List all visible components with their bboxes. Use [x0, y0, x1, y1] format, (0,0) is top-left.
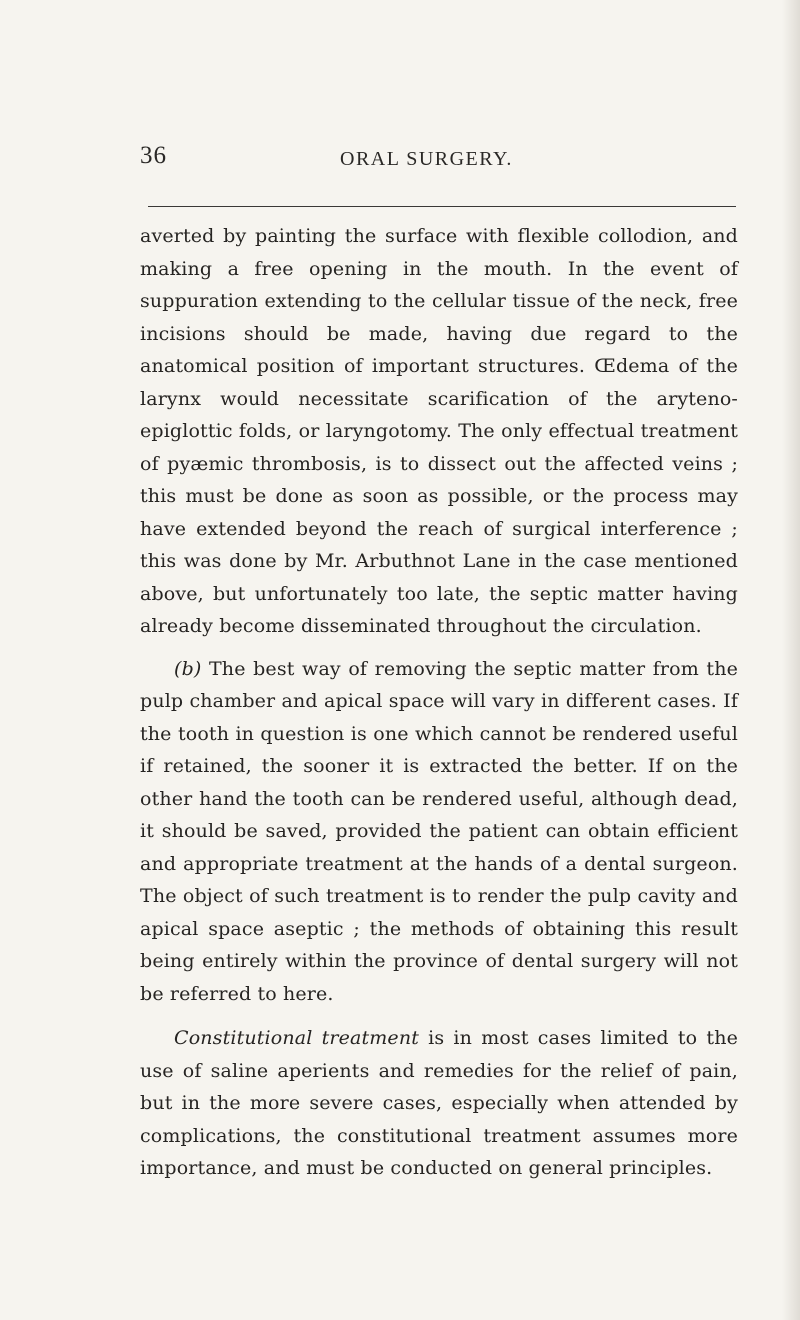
- body-text: [140, 220, 738, 1185]
- page-number: 36: [140, 142, 167, 169]
- running-title: ORAL SURGERY.: [340, 148, 513, 170]
- paragraph-constitutional: [140, 1022, 738, 1185]
- paragraph-b: [140, 653, 738, 1011]
- paragraph-continued: [140, 220, 738, 643]
- paragraph-1-text: averted by painting the surface with flexible collodion, and making a free opening in the mouth. In the event of suppuration extending to the cellular tissue of the neck, free incisions should be made, having due regard to the anatomical position of important structures. Œdema of the larynx would necessitate scarification of the aryteno-epiglottic folds, or laryngotomy. The only effectual treatment of pyæmic thrombosis, is to dissect out the affected veins ; this must be done as soon as possible, or the process may have extended beyond the reach of surgical interference ; this was done by Mr. Arbuthnot Lane in the case mentioned above, but unfortunately too late, the septic matter having already become disseminated throughout the circulation.: [140, 225, 738, 637]
- page-edge-shadow: [782, 0, 800, 1320]
- header-rule: [148, 206, 736, 207]
- paragraph-b-text: The best way of removing the septic matter from the pulp chamber and apical space will vary in different cases. If the tooth in question is one which cannot be rendered useful if retained, the sooner it is extracted the better. If on the other hand the tooth can be rendered useful, although dead, it should be saved, provided the patient can obtain efficient and appropriate treatment at the hands of a dental surgeon. The object of such treatment is to render the pulp cavity and apical space aseptic ; the methods of obtaining this result being entirely within the province of dental surgery will not be referred to here.: [140, 657, 738, 1005]
- paragraph-constitutional-lead: Constitutional treatment: [174, 1027, 419, 1049]
- paragraph-b-label: (b): [174, 657, 202, 680]
- paragraph-constitutional-text: is in most cases limited to the use of saline aperients and remedies for the relief of pain, but in the more severe cases, especially when attended by complications, the constitutional treatment assumes more importance, and must be conducted on general principles.: [140, 1027, 738, 1179]
